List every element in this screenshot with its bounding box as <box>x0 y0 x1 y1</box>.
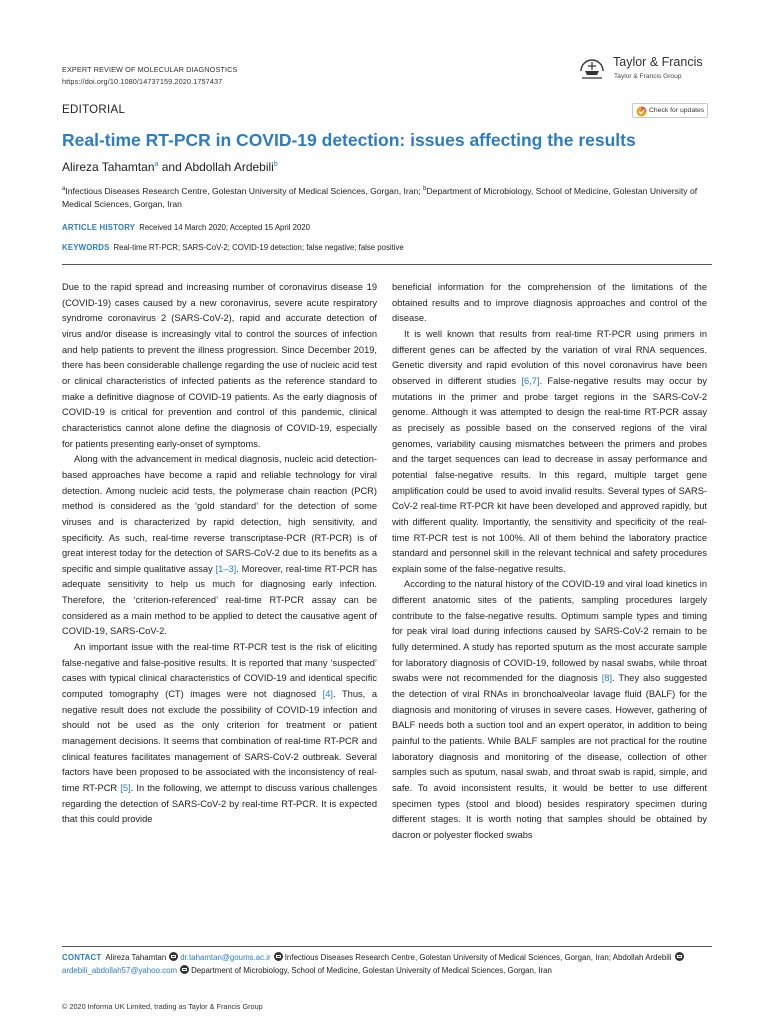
email-icon <box>675 952 684 961</box>
author-name[interactable]: Alireza Tahamtan <box>62 160 155 174</box>
affil-marker: a <box>62 186 66 192</box>
paragraph-text: . Thus, a negative result does not exclude the possibility of COVID-19 infection and should not be used as the only criterion for treatment or patient management decisions. It seems that combination of real-time RT-PCR and clinical features facilitates management of SARS-CoV-2 outbreak. Several factors have been proposed to be associated with the inconsistency of real-time RT-PCR <box>62 689 377 793</box>
journal-name: EXPERT REVIEW OF MOLECULAR DIAGNOSTICS <box>62 65 238 74</box>
footnote-divider <box>62 946 712 947</box>
paragraph-text: An important issue with the real-time RT-PCR test is the risk of eliciting false-negative and false-positive results. It is reported that many ‘suspected’ cases with typical clinical characteristics of COVID-19 and identical specific computed tomography (CT) images were not diagnosed <box>62 642 377 700</box>
author-name[interactable]: Abdollah Ardebili <box>184 160 274 174</box>
author-affil-marker: a <box>154 161 159 168</box>
article-history <box>62 223 310 232</box>
article-type: EDITORIAL <box>62 104 126 116</box>
paragraph-text: . They also suggested the detection of viral RNAs in bronchoalveolar lavage fluid (BALF) for the diagnosis and monitoring of viruses in severe cases. However, gathering of BALF needs both a suction tool and an expert operator, in addition to being painful to the patients. While BALF samples are not practical for the routine laboratory diagnosis and monitoring of the disease, collection of other samples such as sputum, nasal swab, and throat swab is rapid, simple, and safe. To avoid inconsistent results, it would be better to use different specimen types (stool and blood) besides respiratory specimen during different stages. It is worth noting that samples should be obtained by dacron or polyester flocked swabs <box>392 673 707 840</box>
check-for-updates-label: Check for updates <box>649 106 705 114</box>
paragraph-text: . False-negative results may occur by mutations in the primer and probe target regions in the SARS-CoV-2 genome. Although it was attempted to design the real-time RT-PCR assay as precisely as possible based on the conserved regions of the viral genomes, variability causing mismatches between the primers and probes and the target sequences can lead to decrease in assay performance and potential false-negative results. In this regard, multiple target gene amplification could be used to avoid invalid results. Several types of SARS-CoV-2 real-time RT-PCR kit have been developed and approved rapidly, but with different quality. Importantly, the sensitivity and specificity of the real-time RT-PCR test is not 100%. All of them behind the laboratory practice standard and personnel skill in the relevant technical and safety procedures explain some of the false-negative results. <box>392 375 707 574</box>
citation-link[interactable]: [4] <box>322 689 333 700</box>
author-affil-marker: b <box>273 161 278 168</box>
address-icon <box>180 965 189 974</box>
author-list <box>62 160 278 174</box>
article-title: Real-time RT-PCR in COVID-19 detection: issues affecting the results <box>62 130 636 150</box>
email-link[interactable]: ardebili_abdollah57@yahoo.com <box>62 966 178 975</box>
paragraph <box>392 327 707 578</box>
author-separator: and <box>158 160 185 174</box>
crossmark-icon <box>636 106 647 117</box>
paragraph-text: Along with the advancement in medical diagnosis, nucleic acid detection-based approaches have become a rapid and reliable technology for viral detection. Among nucleic acid tests, the polymerase chain reaction (PCR) method is considered as the ‘gold standard’ for the detection of some viruses and is characterized by rapid detection, high sensitivity, and specificity. As such, real-time reverse transcriptase-PCR (RT-PCR) is of great interest today for the detection of SARS-CoV-2 due to its benefits as a specific and simple qualitative assay <box>62 454 377 574</box>
history-text: Received 14 March 2020; Accepted 15 April 2020 <box>139 223 310 232</box>
body-column-right <box>392 280 707 844</box>
paragraph-text: Due to the rapid spread and increasing number of coronavirus disease 19 (COVID-19) cases caused by a new coronavirus, severe acute respiratory syndrome coronavirus 2 (SARS-CoV-2), rapid and accurate detection of virus and/or disease is increasingly vital to control the sources of infection and help patients to prevent the illness progression. Since December 2019, there has been considerable challenge regarding the use of nucleic acid test or clinical characteristics of infected patients as the reference standard to make a definitive diagnose of COVID-19 patients. As the early diagnosis of COVID-19 is critical for prevention and control of this pandemic, clinical characteristics cannot alone define the diagnosis of COVID-19, especially for patients presenting early-onset of symptoms. <box>62 282 377 449</box>
paragraph-text: It is well known that results from real-time RT-PCR using primers in different genes can be affected by the variation of viral RNA sequences. Genetic diversity and rapid evolution of this novel coronavirus have been observed in different studies <box>392 328 707 386</box>
paragraph <box>62 280 377 452</box>
paragraph-text: According to the natural history of the COVID-19 and viral load kinetics in different anatomic sites of the patients, sampling procedures largely contribute to the false-negative results. Optimum sample types and timing for peak viral load during infections caused by SARS-CoV-2 remain to be fully determined. A study has reported sputum as the most accurate sample for laboratory diagnosis of COVID-19, followed by nasal swabs, while throat swabs were not recommended for the diagnosis <box>392 579 707 684</box>
citation-link[interactable]: [1–3] <box>215 563 237 574</box>
keywords <box>62 243 404 252</box>
affiliations <box>62 183 712 211</box>
body-column-left <box>62 280 377 828</box>
contact-name: Alireza Tahamtan <box>105 953 167 962</box>
contact-affiliation: Infectious Diseases Research Centre, Golestan University of Medical Sciences, Gorgan, Iran; Abdollah Ardebili <box>284 953 672 962</box>
publisher-emblem-icon <box>576 54 608 82</box>
section-divider <box>62 264 712 265</box>
copyright: © 2020 Informa UK Limited, trading as Taylor & Francis Group <box>62 1002 263 1011</box>
contact-label: CONTACT <box>62 953 102 962</box>
citation-link[interactable]: [6,7] <box>521 375 540 386</box>
paragraph-text: beneficial information for the comprehension of the limitations of the obtained results and to improve diagnosis approaches and control of the disease. <box>392 282 707 324</box>
contact-affiliation: Department of Microbiology, School of Medicine, Golestan University of Medical Sciences, Gorgan, Iran <box>191 966 552 975</box>
address-icon <box>274 952 283 961</box>
email-link[interactable]: dr.tahamtan@goums.ac.ir <box>180 953 271 962</box>
citation-link[interactable]: [8] <box>601 673 613 684</box>
publisher-logo[interactable] <box>576 52 716 86</box>
paragraph-text: . In the following, we attempt to discuss various challenges regarding the detection of SARS-CoV-2 by real-time RT-PCR. It is expected that this could provide <box>62 783 377 825</box>
paragraph <box>62 640 377 828</box>
contact-footnote <box>62 951 718 977</box>
affiliation-text: Infectious Diseases Research Centre, Golestan University of Medical Sciences, Gorgan, Iran; <box>65 185 424 196</box>
paragraph <box>392 280 707 327</box>
history-label: ARTICLE HISTORY <box>62 223 136 232</box>
paragraph <box>62 452 377 640</box>
affil-marker: b <box>423 186 427 192</box>
paragraph-text: . Moreover, real-time RT-PCR has adequate sensitivity to help us much for diagnosing early infection. Therefore, the ‘criterion-referenced’ real-time RT-PCR assay can be considered as a main method to be applied to detect the causative agent of COVID-19, SARS-CoV-2. <box>62 563 377 637</box>
affiliation-text: Department of Microbiology, School of Medicine, Golestan University of Medical Sciences, Gorgan, Iran <box>62 185 698 210</box>
citation-link[interactable]: [5] <box>120 783 131 793</box>
keywords-text: Real-time RT-PCR; SARS-CoV-2; COVID-19 detection; false negative; false positive <box>113 243 404 252</box>
email-icon <box>169 952 178 961</box>
check-for-updates-button[interactable] <box>632 103 708 118</box>
doi-link[interactable]: https://doi.org/10.1080/14737159.2020.1757437 <box>62 76 223 86</box>
paragraph <box>392 577 707 843</box>
journal-header <box>62 64 237 87</box>
publisher-group: Taylor & Francis Group <box>614 73 682 80</box>
publisher-name: Taylor & Francis <box>613 55 703 69</box>
keywords-label: KEYWORDS <box>62 243 110 252</box>
